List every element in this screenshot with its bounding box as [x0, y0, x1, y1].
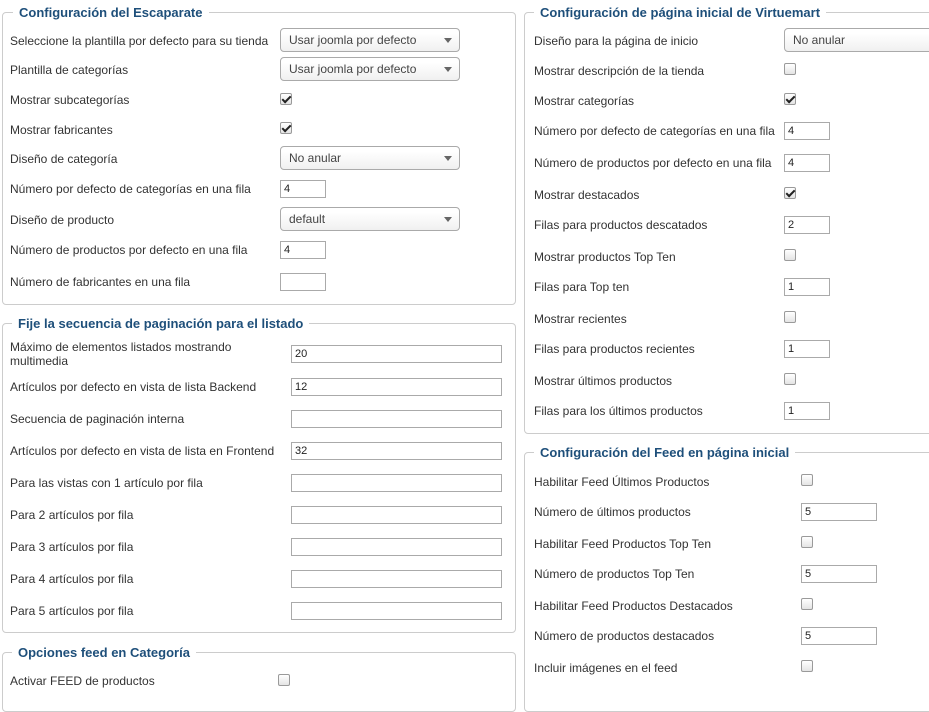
label-diseno-producto: Diseño de producto	[10, 213, 115, 227]
label-filas-destacados: Filas para productos descatados	[534, 218, 708, 232]
select-diseno-inicio-value: No anular	[793, 33, 846, 47]
label-vistas-4: Para 4 artículos por fila	[10, 572, 134, 586]
input-vistas-3[interactable]	[291, 538, 502, 556]
label-articulos-backend: Artículos por defecto en vista de lista Backend	[10, 380, 257, 394]
label-vistas-2: Para 2 artículos por fila	[10, 508, 134, 522]
input-filas-ultimos[interactable]	[784, 402, 830, 420]
label-vistas-3: Para 3 artículos por fila	[10, 540, 134, 554]
label-activar-feed: Activar FEED de productos	[10, 674, 155, 688]
label-habilitar-destacados: Habilitar Feed Productos Destacados	[534, 599, 733, 613]
select-plantilla-defecto[interactable]	[280, 28, 460, 52]
checkbox-mostrar-destacados[interactable]	[784, 187, 796, 199]
label-filas-recientes: Filas para productos recientes	[534, 342, 695, 356]
input-filas-recientes[interactable]	[784, 340, 830, 358]
label-num-fabricantes-fila: Número de fabricantes en una fila	[10, 275, 191, 289]
checkbox-activar-feed[interactable]	[278, 674, 290, 686]
label-vistas-5: Para 5 artículos por fila	[10, 604, 134, 618]
label-mostrar-subcategorias: Mostrar subcategorías	[10, 93, 130, 107]
label-plantilla-categorias: Plantilla de categorías	[10, 63, 129, 77]
inicio-title: Configuración de página inicial de Virtuemart	[534, 4, 826, 22]
input-vistas-1[interactable]	[291, 474, 502, 492]
input-secuencia-interna[interactable]	[291, 410, 502, 428]
label-inicio-num-categorias: Número por defecto de categorías en una fila	[534, 124, 775, 138]
select-plantilla-defecto-value: Usar joomla por defecto	[289, 33, 417, 47]
label-mostrar-fabricantes: Mostrar fabricantes	[10, 123, 113, 137]
label-diseno-categoria: Diseño de categoría	[10, 152, 118, 166]
paginacion-title: Fije la secuencia de paginación para el listado	[12, 315, 309, 333]
chevron-down-icon	[444, 67, 452, 72]
label-filas-topten: Filas para Top ten	[534, 280, 630, 294]
label-num-topten: Número de productos Top Ten	[534, 567, 695, 581]
checkbox-mostrar-fabricantes[interactable]	[280, 122, 292, 134]
input-inicio-num-productos[interactable]	[784, 154, 830, 172]
checkbox-incluir-imagenes[interactable]	[801, 660, 813, 672]
label-incluir-imagenes: Incluir imágenes en el feed	[534, 661, 678, 675]
select-plantilla-categorias[interactable]	[280, 57, 460, 81]
checkbox-mostrar-subcategorias[interactable]	[280, 93, 292, 105]
input-vistas-4[interactable]	[291, 570, 502, 588]
input-inicio-num-categorias[interactable]	[784, 122, 830, 140]
escaparate-title: Configuración del Escaparate	[13, 4, 209, 22]
label-articulos-frontend: Artículos por defecto en vista de lista en Frontend	[10, 444, 275, 458]
label-inicio-num-productos: Número de productos por defecto en una fila	[534, 156, 772, 170]
select-diseno-inicio[interactable]	[784, 28, 929, 52]
checkbox-mostrar-categorias[interactable]	[784, 93, 796, 105]
label-mostrar-categorias: Mostrar categorías	[534, 94, 635, 108]
label-mostrar-ultimos: Mostrar últimos productos	[534, 374, 673, 388]
input-filas-topten[interactable]	[784, 278, 830, 296]
label-plantilla-defecto: Seleccione la plantilla por defecto para su tienda	[10, 34, 269, 48]
checkbox-habilitar-topten[interactable]	[801, 536, 813, 548]
input-num-destacados[interactable]	[801, 627, 877, 645]
label-mostrar-recientes: Mostrar recientes	[534, 312, 627, 326]
input-max-elementos[interactable]	[291, 345, 502, 363]
label-mostrar-destacados: Mostrar destacados	[534, 188, 640, 202]
input-num-ultimos[interactable]	[801, 503, 877, 521]
input-vistas-2[interactable]	[291, 506, 502, 524]
checkbox-habilitar-ultimos[interactable]	[801, 474, 813, 486]
feed-inicio-title: Configuración del Feed en página inicial	[534, 444, 795, 462]
select-diseno-categoria[interactable]	[280, 146, 460, 170]
label-num-categorias-fila: Número por defecto de categorías en una fila	[10, 182, 251, 196]
label-habilitar-topten: Habilitar Feed Productos Top Ten	[534, 537, 711, 551]
chevron-down-icon	[444, 38, 452, 43]
select-diseno-producto[interactable]	[280, 207, 460, 231]
label-num-productos-fila: Número de productos por defecto en una fila	[10, 243, 248, 257]
label-num-ultimos: Número de últimos productos	[534, 505, 691, 519]
chevron-down-icon	[444, 217, 452, 222]
select-diseno-categoria-value: No anular	[289, 151, 342, 165]
select-diseno-producto-value: default	[289, 212, 326, 226]
label-vistas-1: Para las vistas con 1 artículo por fila	[10, 476, 203, 490]
label-max-elementos: Máximo de elementos listados mostrando multimedia	[10, 340, 232, 368]
label-mostrar-descripcion: Mostrar descripción de la tienda	[534, 64, 705, 78]
label-mostrar-topten: Mostrar productos Top Ten	[534, 250, 676, 264]
chevron-down-icon	[444, 156, 452, 161]
checkbox-habilitar-destacados[interactable]	[801, 598, 813, 610]
input-num-productos-fila[interactable]	[280, 241, 326, 259]
checkbox-mostrar-descripcion[interactable]	[784, 63, 796, 75]
input-articulos-frontend[interactable]	[291, 442, 502, 460]
input-num-categorias-fila[interactable]	[280, 180, 326, 198]
label-diseno-inicio: Diseño para la página de inicio	[534, 34, 699, 48]
label-habilitar-ultimos: Habilitar Feed Últimos Productos	[534, 475, 710, 489]
input-num-fabricantes-fila[interactable]	[280, 273, 326, 291]
checkbox-mostrar-recientes[interactable]	[784, 311, 796, 323]
label-secuencia-interna: Secuencia de paginación interna	[10, 412, 185, 426]
checkbox-mostrar-ultimos[interactable]	[784, 373, 796, 385]
feed-categoria-title: Opciones feed en Categoría	[12, 644, 196, 662]
checkbox-mostrar-topten[interactable]	[784, 249, 796, 261]
select-plantilla-categorias-value: Usar joomla por defecto	[289, 62, 417, 76]
input-vistas-5[interactable]	[291, 602, 502, 620]
input-num-topten[interactable]	[801, 565, 877, 583]
label-num-destacados: Número de productos destacados	[534, 629, 715, 643]
input-filas-destacados[interactable]	[784, 216, 830, 234]
label-filas-ultimos: Filas para los últimos productos	[534, 404, 703, 418]
input-articulos-backend[interactable]	[291, 378, 502, 396]
